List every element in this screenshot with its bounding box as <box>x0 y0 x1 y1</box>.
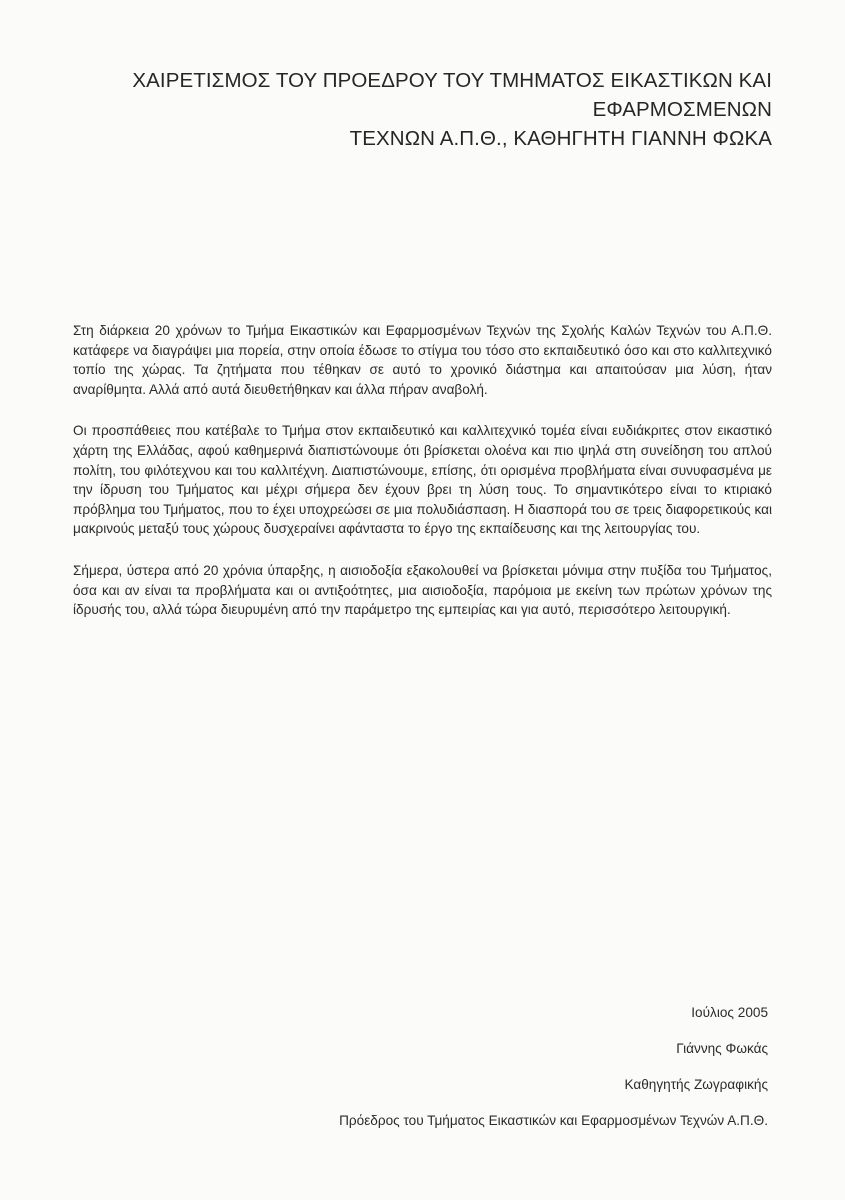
signature-block <box>168 1004 768 1148</box>
signature-position: Πρόεδρος του Τμήματος Εικαστικών και Εφαρμοσμένων Τεχνών Α.Π.Θ. <box>339 1113 768 1128</box>
page-title <box>32 66 772 153</box>
signature-date: Ιούλιος 2005 <box>691 1005 768 1020</box>
signature-name: Γιάννης Φωκάς <box>676 1041 768 1056</box>
paragraph-2: Οι προσπάθειες που κατέβαλε το Τμήμα στον εκπαιδευτικό και καλλιτεχνικό τομέα είναι ευδιάκριτες στον εικαστικό χάρτη της Ελλάδας, αφού καθημερινά διαπιστώνουμε ότι βρίσκεται ολοένα και πιο ψηλά στη συνείδηση του απλού πολίτη, του φιλότεχνου και του καλλιτέχνη. Διαπιστώνουμε, επίσης, ότι ορισμένα προβλήματα είναι συνυφασμένα με την ίδρυση του Τμήματος και μέχρι σήμερα δεν έχουν βρει τη λύση τους. Το σημαντικότερο είναι το κτιριακό πρόβλημα του Τμήματος, που το έχει υποχρεώσει σε μια πολυδιάσπαση. Η διασπορά του σε τρεις διαφορετικούς και μακρινούς μεταξύ τους χώρους δυσχεραίνει αφάνταστα το έργο της εκπαίδευσης και της λειτουργίας του. <box>73 423 772 537</box>
paragraph-1: Στη διάρκεια 20 χρόνων το Τμήμα Εικαστικών και Εφαρμοσμένων Τεχνών της Σχολής Καλών Τεχνών του Α.Π.Θ. κατάφερε να διαγράψει μια πορεία, στην οποία έδωσε το στίγμα του τόσο στο εκπαιδευτικό όσο και στο καλλιτεχνικό τοπίο της χώρας. Τα ζητήματα που τέθηκαν σε αυτό το χρονικό διάστημα και απαιτούσαν μια λύση, ήταν αναρίθμητα. Αλλά από αυτά διευθετήθηκαν και άλλα πήραν αναβολή. <box>73 323 772 397</box>
signature-role: Καθηγητής Ζωγραφικής <box>624 1077 768 1092</box>
paragraph-3: Σήμερα, ύστερα από 20 χρόνια ύπαρξης, η αισιοδοξία εξακολουθεί να βρίσκεται μόνιμα στην πυξίδα του Τμήματος, όσα και αν είναι τα προβλήματα και οι αντιξοότητες, μια αισιοδοξία, παρόμοια με εκείνη των πρώτων χρόνων της ίδρυσής του, αλλά τώρα διευρυμένη από την παράμετρο της εμπειρίας και για αυτό, περισσότερο λειτουργική. <box>73 562 772 618</box>
title-line-1: ΧΑΙΡΕΤΙΣΜΟΣ ΤΟΥ ΠΡΟΕΔΡΟΥ ΤΟΥ ΤΜΗΜΑΤΟΣ ΕΙΚΑΣΤΙΚΩΝ ΚΑΙ ΕΦΑΡΜΟΣΜΕΝΩΝ <box>132 69 772 121</box>
title-line-2: ΤΕΧΝΩΝ Α.Π.Θ., ΚΑΘΗΓΗΤΗ ΓΙΑΝΝΗ ΦΩΚΑ <box>349 127 772 150</box>
body-text <box>73 321 772 642</box>
